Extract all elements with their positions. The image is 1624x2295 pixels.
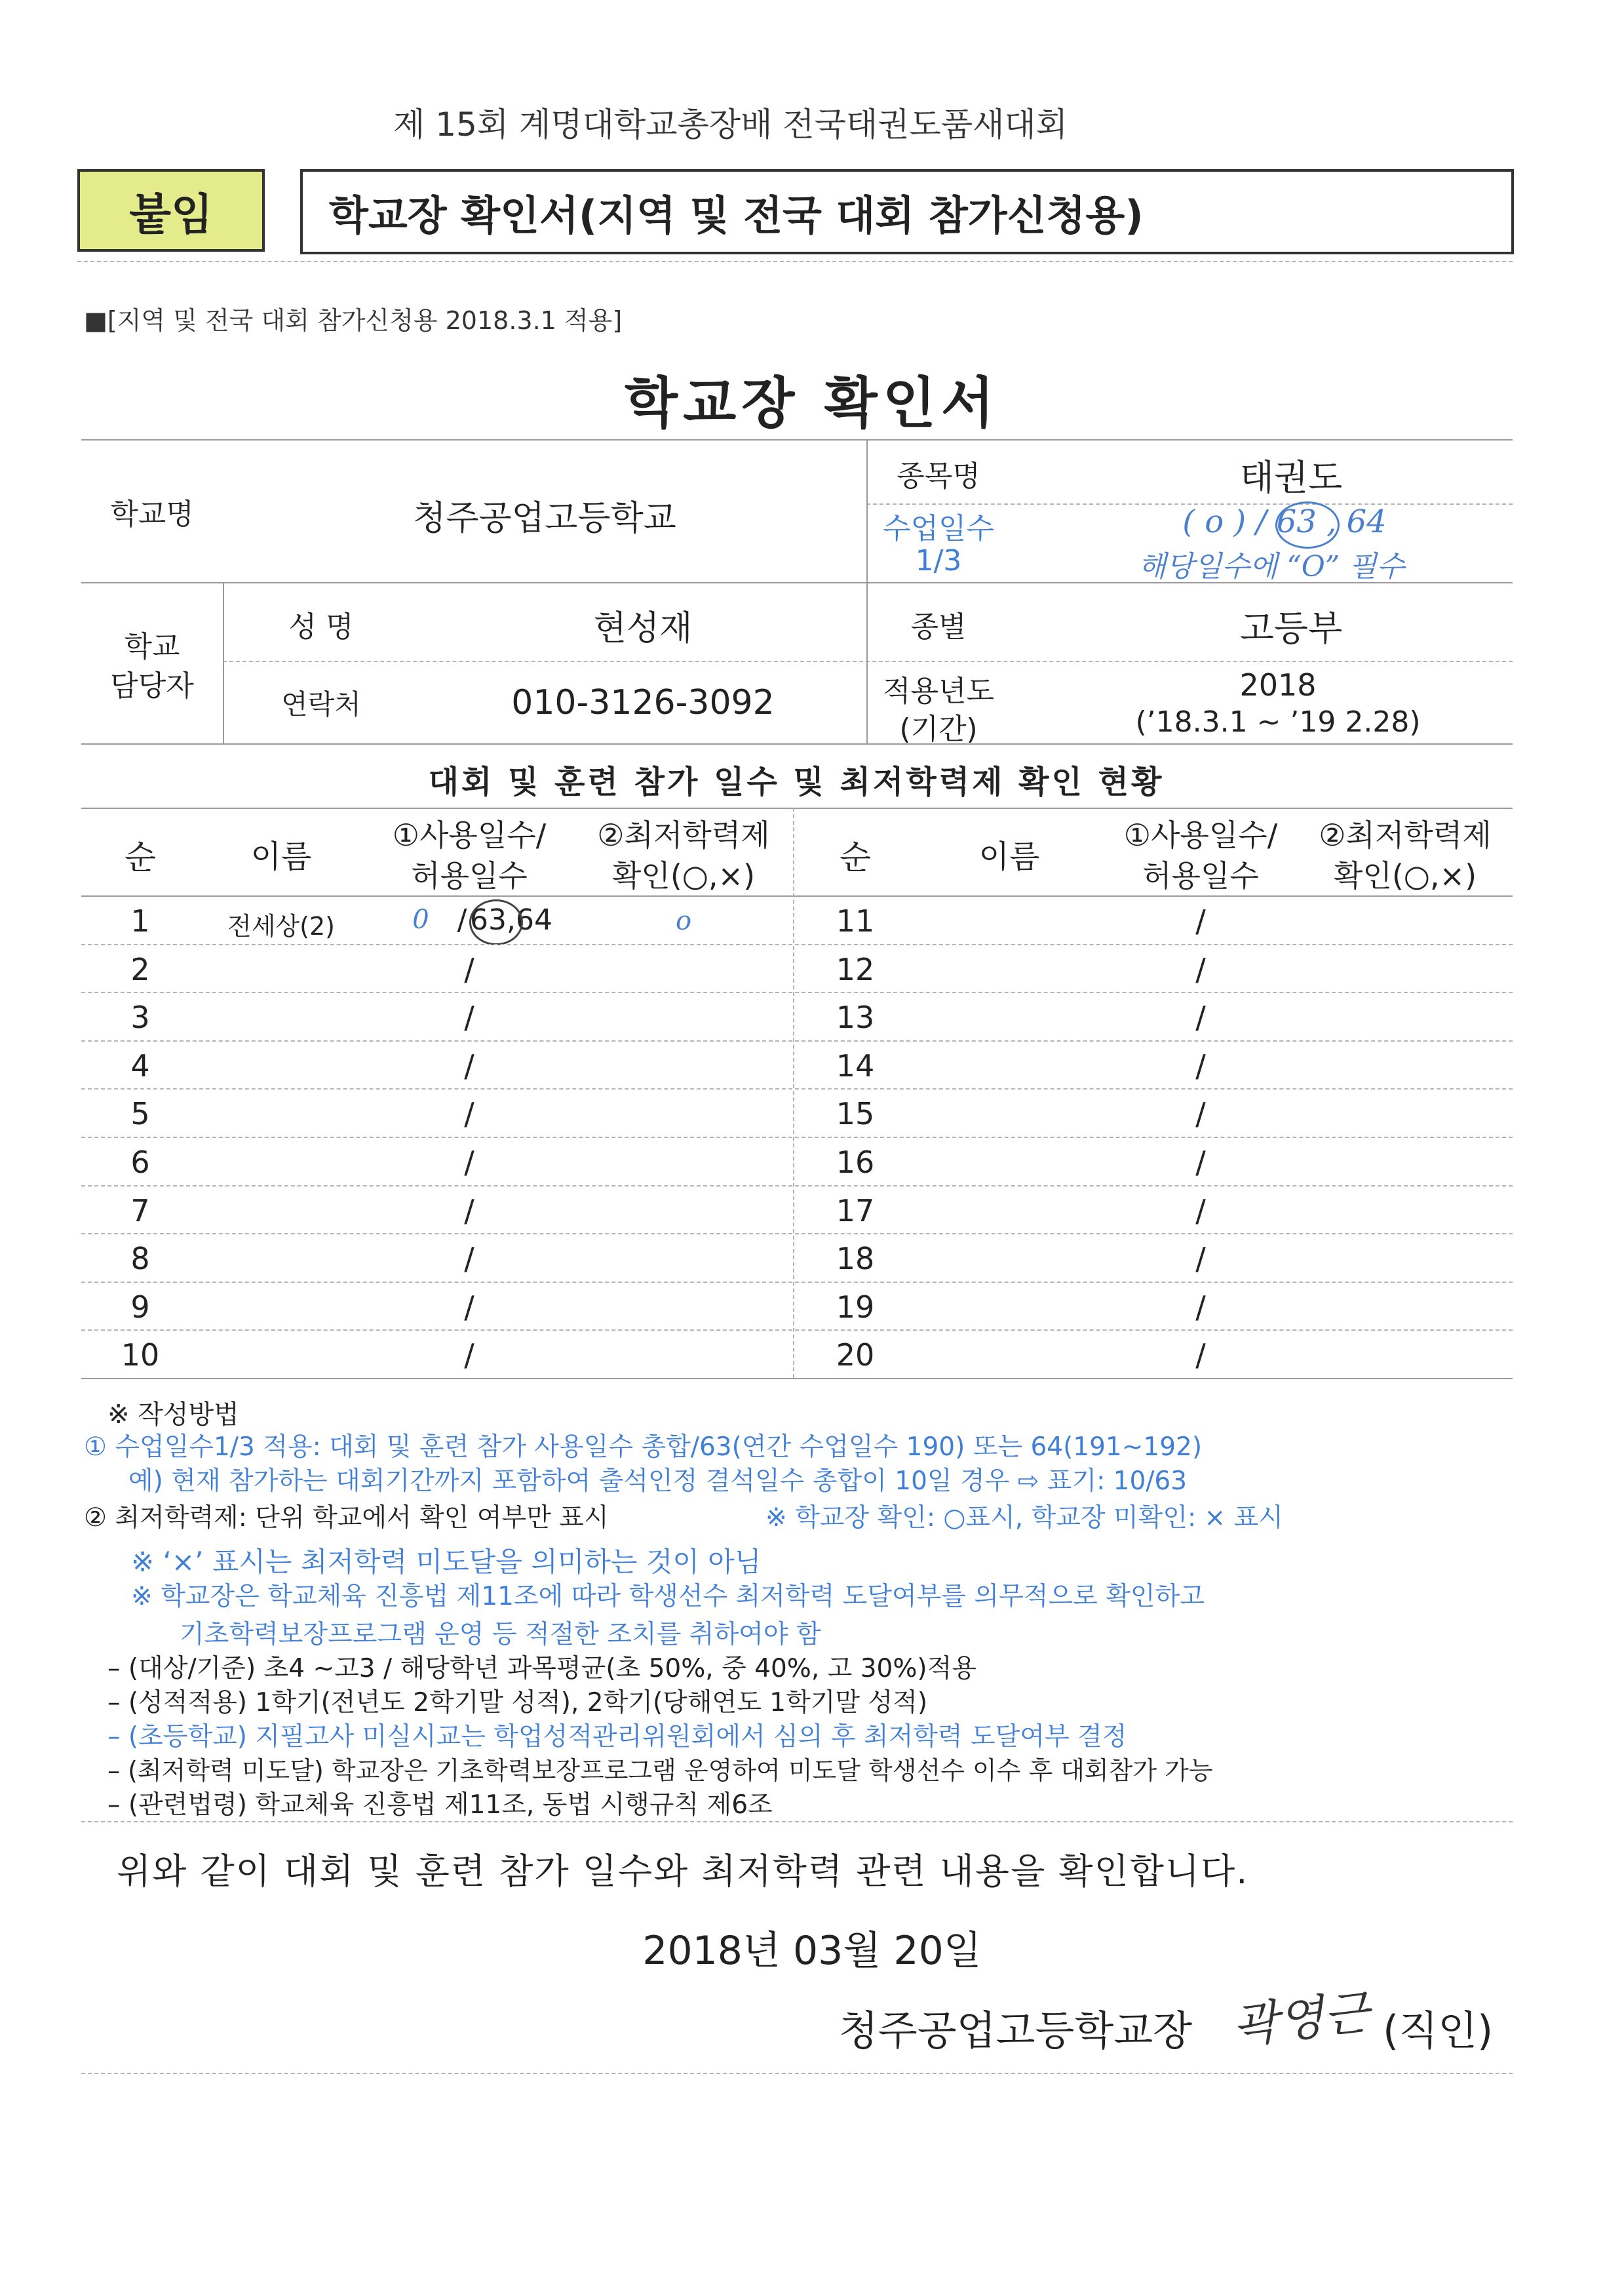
- note-2a: ② 최저학력제: 단위 학교에서 확인 여부만 표시: [84, 1503, 609, 1533]
- table-row-days: /: [1195, 903, 1206, 939]
- table-row-no: 3: [130, 1000, 150, 1036]
- table-row-no: 6: [130, 1145, 150, 1180]
- table-row-no: 1: [130, 903, 150, 939]
- table-row-days: /: [1195, 1241, 1206, 1277]
- table-row-days: /: [1195, 1096, 1206, 1132]
- table-row-name: 전세상(2): [227, 912, 335, 941]
- signature-seal: (직인): [1383, 2007, 1494, 2054]
- col-days-right-1: ①사용일수/: [1123, 817, 1278, 853]
- table-row-no: 5: [130, 1096, 150, 1132]
- note-9: – (관련법령) 학교체육 진흥법 제11조, 동법 시행규칙 제6조: [107, 1790, 773, 1820]
- days-slash: /: [457, 903, 467, 937]
- table-row-line: [81, 1185, 1513, 1187]
- table-row-days: /: [464, 1048, 474, 1084]
- table-row-no: 12: [836, 951, 875, 987]
- col-name-right: 이름: [978, 838, 1040, 875]
- col-no-left: 순: [124, 838, 157, 876]
- col-min-right-1: ②최저학력제: [1319, 817, 1492, 853]
- table-bottom-line: [81, 1378, 1513, 1379]
- notes-heading: ※ 작성방법: [107, 1400, 239, 1430]
- note-3: ※ ‘×’ 표시는 최저학력 미도달을 의미하는 것이 아님: [131, 1546, 762, 1578]
- class-days-circle: [1275, 501, 1340, 549]
- school-label: 학교명: [110, 498, 194, 531]
- subheader: ■[지역 및 전국 대회 참가신청용 2018.3.1 적용]: [84, 306, 623, 335]
- contact-label: 연락처: [281, 688, 361, 720]
- doc-heading: 학교장 확인서(지역 및 전국 대회 참가신청용): [329, 191, 1144, 239]
- table-row-days: /: [1195, 1048, 1206, 1084]
- table-row-days: /: [464, 1192, 474, 1228]
- table-top-line: [81, 808, 1513, 809]
- table-row-days: /: [464, 1000, 474, 1036]
- table-row-no: 18: [836, 1241, 875, 1277]
- col-days-right-2: 허용일수: [1142, 858, 1259, 893]
- table-row-line: [81, 992, 1513, 993]
- signature-handwritten: [1229, 1974, 1372, 2056]
- table-row-days: /: [464, 1289, 474, 1325]
- footer-divider: [81, 2073, 1513, 2074]
- class-days-note: 해당일수에 “O” 필수: [1138, 550, 1405, 583]
- sport-value: 태권도: [1239, 457, 1343, 498]
- confirm-text: 위와 같이 대회 및 훈련 참가 일수와 최저학력 관련 내용을 확인합니다.: [117, 1851, 1249, 1892]
- table-row-days: /: [1195, 1337, 1206, 1373]
- note-8: – (최저학력 미도달) 학교장은 기초학력보장프로그램 운영하여 미도달 학생선수 이수 후 대회참가 가능: [107, 1756, 1213, 1785]
- table-row-used: 0: [412, 905, 429, 935]
- year-value-1: 2018: [1239, 667, 1317, 703]
- table-row-check: o: [675, 906, 692, 936]
- table-row-no: 7: [130, 1192, 150, 1228]
- days-circle: [469, 899, 523, 945]
- table-row-line: [81, 1233, 1513, 1234]
- table-row-days: /: [464, 1145, 474, 1180]
- attachment-badge: [77, 169, 265, 252]
- doc-heading-box: [300, 169, 1514, 254]
- table-row-no: 17: [836, 1192, 875, 1228]
- attachment-badge-label: 붙임: [129, 189, 213, 240]
- table-row-line: [81, 1040, 1513, 1042]
- name-value: 현성재: [593, 609, 693, 648]
- class-days-label-2: 1/3: [915, 544, 962, 578]
- class-days-label: 수업일수: [882, 512, 994, 545]
- table-row-days: /: [1195, 1000, 1206, 1036]
- event-title: 제 15회 계명대학교총장배 전국태권도품새대회: [393, 106, 1068, 144]
- table-row-no: 10: [121, 1337, 160, 1373]
- main-title: 학교장 확인서: [624, 371, 1000, 435]
- table-row-no: 9: [130, 1289, 150, 1325]
- note-1b: 예) 현재 참가하는 대회기간까지 포함하여 출석인정 결석일수 총합이 10일 경우 ⇨ 표기: 10/63: [128, 1466, 1188, 1496]
- table-row-days: /: [464, 1337, 474, 1373]
- col-min-left-2: 확인(○,×): [611, 858, 756, 893]
- contact-value: 010-3126-3092: [511, 683, 775, 722]
- table-row-no: 19: [836, 1289, 875, 1325]
- note-4: ※ 학교장은 학교체육 진흥법 제11조에 따라 학생선수 최저학력 도달여부를 의무적으로 확인하고: [131, 1582, 1205, 1611]
- col-name-left: 이름: [250, 838, 312, 875]
- info-bottom-line: [81, 743, 1513, 745]
- signature-handwritten-text: 곽영근: [1229, 1984, 1372, 2054]
- signature-school: 청주공업고등학교장: [839, 2007, 1193, 2054]
- staff-label-1: 학교: [124, 630, 180, 663]
- col-days-left-1: ①사용일수/: [392, 817, 547, 853]
- info-top-line: [81, 439, 1513, 441]
- table-row-no: 11: [836, 903, 875, 939]
- staff-label-2: 담당자: [110, 669, 194, 703]
- table-row-no: 4: [130, 1048, 150, 1084]
- school-value: 청주공업고등학교: [413, 499, 676, 538]
- notes-divider: [81, 1821, 1513, 1822]
- table-row-line: [81, 1282, 1513, 1283]
- table-row-days: /: [1195, 951, 1206, 987]
- table-row-line: [81, 1329, 1513, 1331]
- col-min-left-1: ②최저학력제: [597, 817, 770, 853]
- year-value-2: (’18.3.1 ~ ’19 2.28): [1135, 705, 1421, 739]
- table-row-line: [81, 1137, 1513, 1138]
- date-text: 2018년 03월 20일: [642, 1928, 982, 1974]
- info-line-3: [223, 661, 1513, 662]
- note-4b: 기초학력보장프로그램 운영 등 적절한 조치를 취하여야 함: [180, 1620, 821, 1649]
- table-header-line: [81, 895, 1513, 897]
- class-days-value: ( o ) / 63 , 64: [1182, 503, 1387, 540]
- section-title: 대회 및 훈련 참가 일수 및 최저학력제 확인 현황: [428, 764, 1165, 800]
- note-2b: ※ 학교장 확인: ○표시, 학교장 미확인: × 표시: [765, 1503, 1283, 1533]
- table-row-no: 8: [130, 1241, 150, 1277]
- col-min-right-2: 확인(○,×): [1333, 858, 1477, 893]
- note-6: – (성적적용) 1학기(전년도 2학기말 성적), 2학기(당해연도 1학기말 성적): [107, 1688, 928, 1717]
- col-no-right: 순: [839, 838, 872, 876]
- table-row-days: /: [464, 1241, 474, 1277]
- table-row-line: [81, 1088, 1513, 1089]
- name-label: 성 명: [288, 610, 354, 644]
- year-label-1: 적용년도: [882, 675, 994, 708]
- note-5: – (대상/기준) 초4 ~고3 / 해당학년 과목평균(초 50%, 중 40%, 고 30%)적용: [107, 1654, 976, 1683]
- table-row-no: 2: [130, 951, 150, 987]
- table-row-no: 15: [836, 1096, 875, 1132]
- sport-label: 종목명: [897, 460, 980, 493]
- table-row-days: /: [1195, 1192, 1206, 1228]
- table-row-days: 63,64: [470, 903, 552, 937]
- table-row-line: [81, 944, 1513, 945]
- year-label-2: (기간): [899, 713, 978, 746]
- division-label: 종별: [910, 610, 967, 644]
- table-row-days: /: [464, 951, 474, 987]
- table-row-no: 14: [836, 1048, 875, 1084]
- col-days-left-2: 허용일수: [411, 858, 528, 893]
- table-row-days: /: [464, 1096, 474, 1132]
- note-7: – (초등학교) 지필고사 미실시교는 학업성적관리위원회에서 심의 후 최저학력 도달여부 결정: [107, 1722, 1127, 1752]
- table-row-days: /: [1195, 1145, 1206, 1180]
- division-value: 고등부: [1239, 608, 1343, 649]
- table-row-no: 20: [836, 1337, 875, 1373]
- note-1: ① 수업일수1/3 적용: 대회 및 훈련 참가 사용일수 총합/63(연간 수업일수 190) 또는 64(191~192): [84, 1432, 1203, 1462]
- table-row-days: /: [1195, 1289, 1206, 1325]
- header-divider: [77, 261, 1513, 262]
- table-row-no: 16: [836, 1145, 875, 1180]
- table-row-no: 13: [836, 1000, 875, 1036]
